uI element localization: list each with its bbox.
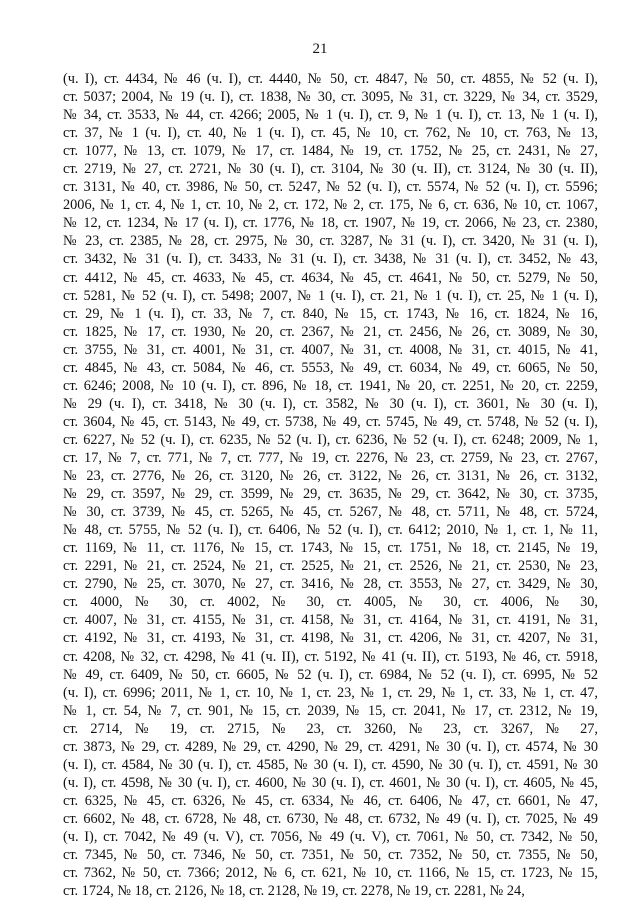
text-line: ст. 1825, № 17, ст. 1930, № 20, ст. 2367, № 21, ст. 2456, № 26, ст. 3089, № 30, xyxy=(63,323,598,340)
text-line: (ч. I), ст. 4584, № 30 (ч. I), ст. 4585, № 30 (ч. I), ст. 4590, № 30 (ч. I), ст. 4591, № 30 xyxy=(63,756,598,773)
text-line: ст. 4412, № 45, ст. 4633, № 45, ст. 4634, № 45, ст. 4641, № 50, ст. 5279, № 50, xyxy=(63,269,598,286)
text-line: ст. 5037; 2004, № 19 (ч. I), ст. 1838, № 30, ст. 3095, № 31, ст. 3229, № 34, ст. 3529, xyxy=(63,89,598,106)
text-line: ст. 3131, № 40, ст. 3986, № 50, ст. 5247, № 52 (ч. I), ст. 5574, № 52 (ч. I), ст. 5596; xyxy=(63,179,598,196)
text-line: № 49, ст. 6409, № 50, ст. 6605, № 52 (ч. I), ст. 6984, № 52 (ч. I), ст. 6995, № 52 xyxy=(63,666,598,683)
text-line: ст. 1077, № 13, ст. 1079, № 17, ст. 1484, № 19, ст. 1752, № 25, ст. 2431, № 27, xyxy=(63,143,598,160)
text-line: ст. 1724, № 18, ст. 2126, № 18, ст. 2128, № 19, ст. 2278, № 19, ст. 2281, № 24, xyxy=(63,883,525,900)
text-line: ст. 4845, № 43, ст. 5084, № 46, ст. 5553, № 49, ст. 6034, № 49, ст. 6065, № 50, xyxy=(63,359,598,376)
text-line: ст. 6325, № 45, ст. 6326, № 45, ст. 6334, № 46, ст. 6406, № 47, ст. 6601, № 47, xyxy=(63,792,598,809)
text-line: (ч. I), ст. 4598, № 30 (ч. I), ст. 4600, № 30 (ч. I), ст. 4601, № 30 (ч. I), ст. 4605, № 45, xyxy=(63,774,598,791)
text-line: (ч. I), ст. 7042, № 49 (ч. V), ст. 7056, № 49 (ч. V), ст. 7061, № 50, ст. 7342, № 50, xyxy=(63,828,598,845)
text-line: № 34, ст. 3533, № 44, ст. 4266; 2005, № 1 (ч. I), ст. 9, № 1 (ч. I), ст. 13, № 1 (ч. I), xyxy=(63,107,598,124)
text-line: № 1, ст. 54, № 7, ст. 901, № 15, ст. 2039, № 15, ст. 2041, № 17, ст. 2312, № 19, xyxy=(63,702,598,719)
text-line: ст. 4208, № 32, ст. 4298, № 41 (ч. II), ст. 5192, № 41 (ч. II), ст. 5193, № 46, ст. 5918, xyxy=(63,648,598,665)
text-line: ст. 2291, № 21, ст. 2524, № 21, ст. 2525, № 21, ст. 2526, № 21, ст. 2530, № 23, xyxy=(63,558,598,575)
text-line: ст. 4192, № 31, ст. 4193, № 31, ст. 4198, № 31, ст. 4206, № 31, ст. 4207, № 31, xyxy=(63,630,598,647)
text-line: ст. 2790, № 25, ст. 3070, № 27, ст. 3416, № 28, ст. 3553, № 27, ст. 3429, № 30, xyxy=(63,576,598,593)
text-line: ст. 3432, № 31 (ч. I), ст. 3433, № 31 (ч. I), ст. 3438, № 31 (ч. I), ст. 3452, № 43, xyxy=(63,251,598,268)
text-line: ст. 7362, № 50, ст. 7366; 2012, № 6, ст. 621, № 10, ст. 1166, № 15, ст. 1723, № 15, xyxy=(63,865,598,882)
text-line: ст. 7345, № 50, ст. 7346, № 50, ст. 7351, № 50, ст. 7352, № 50, ст. 7355, № 50, xyxy=(63,847,598,864)
text-line: ст. 29, № 1 (ч. I), ст. 33, № 7, ст. 840, № 15, ст. 1743, № 16, ст. 1824, № 16, xyxy=(63,305,598,322)
text-line: ст. 6602, № 48, ст. 6728, № 48, ст. 6730, № 48, ст. 6732, № 49 (ч. I), ст. 7025, № 49 xyxy=(63,810,598,827)
text-line: ст. 17, № 7, ст. 771, № 7, ст. 777, № 19, ст. 2276, № 23, ст. 2759, № 23, ст. 2767, xyxy=(63,449,598,466)
page-number: 21 xyxy=(312,41,328,57)
text-line: (ч. I), ст. 6996; 2011, № 1, ст. 10, № 1, ст. 23, № 1, ст. 29, № 1, ст. 33, № 1, ст. 47, xyxy=(63,684,598,701)
text-line: ст. 2719, № 27, ст. 2721, № 30 (ч. I), ст. 3104, № 30 (ч. II), ст. 3124, № 30 (ч. II), xyxy=(63,161,598,178)
text-line: ст. 4000, № 30, ст. 4002, № 30, ст. 4005, № 30, ст. 4006, № 30, xyxy=(63,594,598,611)
text-line: ст. 1169, № 11, ст. 1176, № 15, ст. 1743, № 15, ст. 1751, № 18, ст. 2145, № 19, xyxy=(63,540,598,557)
text-line: ст. 4007, № 31, ст. 4155, № 31, ст. 4158, № 31, ст. 4164, № 31, ст. 4191, № 31, xyxy=(63,612,598,629)
text-line: № 12, ст. 1234, № 17 (ч. I), ст. 1776, № 18, ст. 1907, № 19, ст. 2066, № 23, ст. 2380, xyxy=(63,215,598,232)
text-line: № 30, ст. 3739, № 45, ст. 5265, № 45, ст. 5267, № 48, ст. 5711, № 48, ст. 5724, xyxy=(63,504,598,521)
text-line: ст. 6246; 2008, № 10 (ч. I), ст. 896, № 18, ст. 1941, № 20, ст. 2251, № 20, ст. 2259, xyxy=(63,377,598,394)
text-line: 2006, № 1, ст. 4, № 1, ст. 10, № 2, ст. 172, № 2, ст. 175, № 6, ст. 636, № 10, ст. 1067, xyxy=(63,197,598,214)
text-line: № 23, ст. 2385, № 28, ст. 2975, № 30, ст. 3287, № 31 (ч. I), ст. 3420, № 31 (ч. I), xyxy=(63,233,598,250)
text-line: ст. 3604, № 45, ст. 5143, № 49, ст. 5738, № 49, ст. 5745, № 49, ст. 5748, № 52 (ч. I), xyxy=(63,413,598,430)
text-line: ст. 6227, № 52 (ч. I), ст. 6235, № 52 (ч. I), ст. 6236, № 52 (ч. I), ст. 6248; 2009, № 1, xyxy=(63,431,598,448)
text-line: ст. 5281, № 52 (ч. I), ст. 5498; 2007, № 1 (ч. I), ст. 21, № 1 (ч. I), ст. 25, № 1 (ч. I), xyxy=(63,287,598,304)
text-line: № 23, ст. 2776, № 26, ст. 3120, № 26, ст. 3122, № 26, ст. 3131, № 26, ст. 3132, xyxy=(63,468,598,485)
text-line: (ч. I), ст. 4434, № 46 (ч. I), ст. 4440, № 50, ст. 4847, № 50, ст. 4855, № 52 (ч. I), xyxy=(63,71,598,87)
text-line: № 29, ст. 3597, № 29, ст. 3599, № 29, ст. 3635, № 29, ст. 3642, № 30, ст. 3735, xyxy=(63,486,598,503)
text-line: ст. 37, № 1 (ч. I), ст. 40, № 1 (ч. I), ст. 45, № 10, ст. 762, № 10, ст. 763, № 13, xyxy=(63,125,598,142)
body-text xyxy=(63,70,598,900)
text-line: № 29 (ч. I), ст. 3418, № 30 (ч. I), ст. 3582, № 30 (ч. I), ст. 3601, № 30 (ч. I), xyxy=(63,395,598,412)
text-line: ст. 3755, № 31, ст. 4001, № 31, ст. 4007, № 31, ст. 4008, № 31, ст. 4015, № 41, xyxy=(63,341,598,358)
text-line: № 48, ст. 5755, № 52 (ч. I), ст. 6406, № 52 (ч. I), ст. 6412; 2010, № 1, ст. 1, № 11, xyxy=(63,522,598,539)
text-line: ст. 2714, № 19, ст. 2715, № 23, ст. 3260, № 23, ст. 3267, № 27, xyxy=(63,720,598,737)
text-line: ст. 3873, № 29, ст. 4289, № 29, ст. 4290, № 29, ст. 4291, № 30 (ч. I), ст. 4574, № 30 xyxy=(63,738,598,755)
